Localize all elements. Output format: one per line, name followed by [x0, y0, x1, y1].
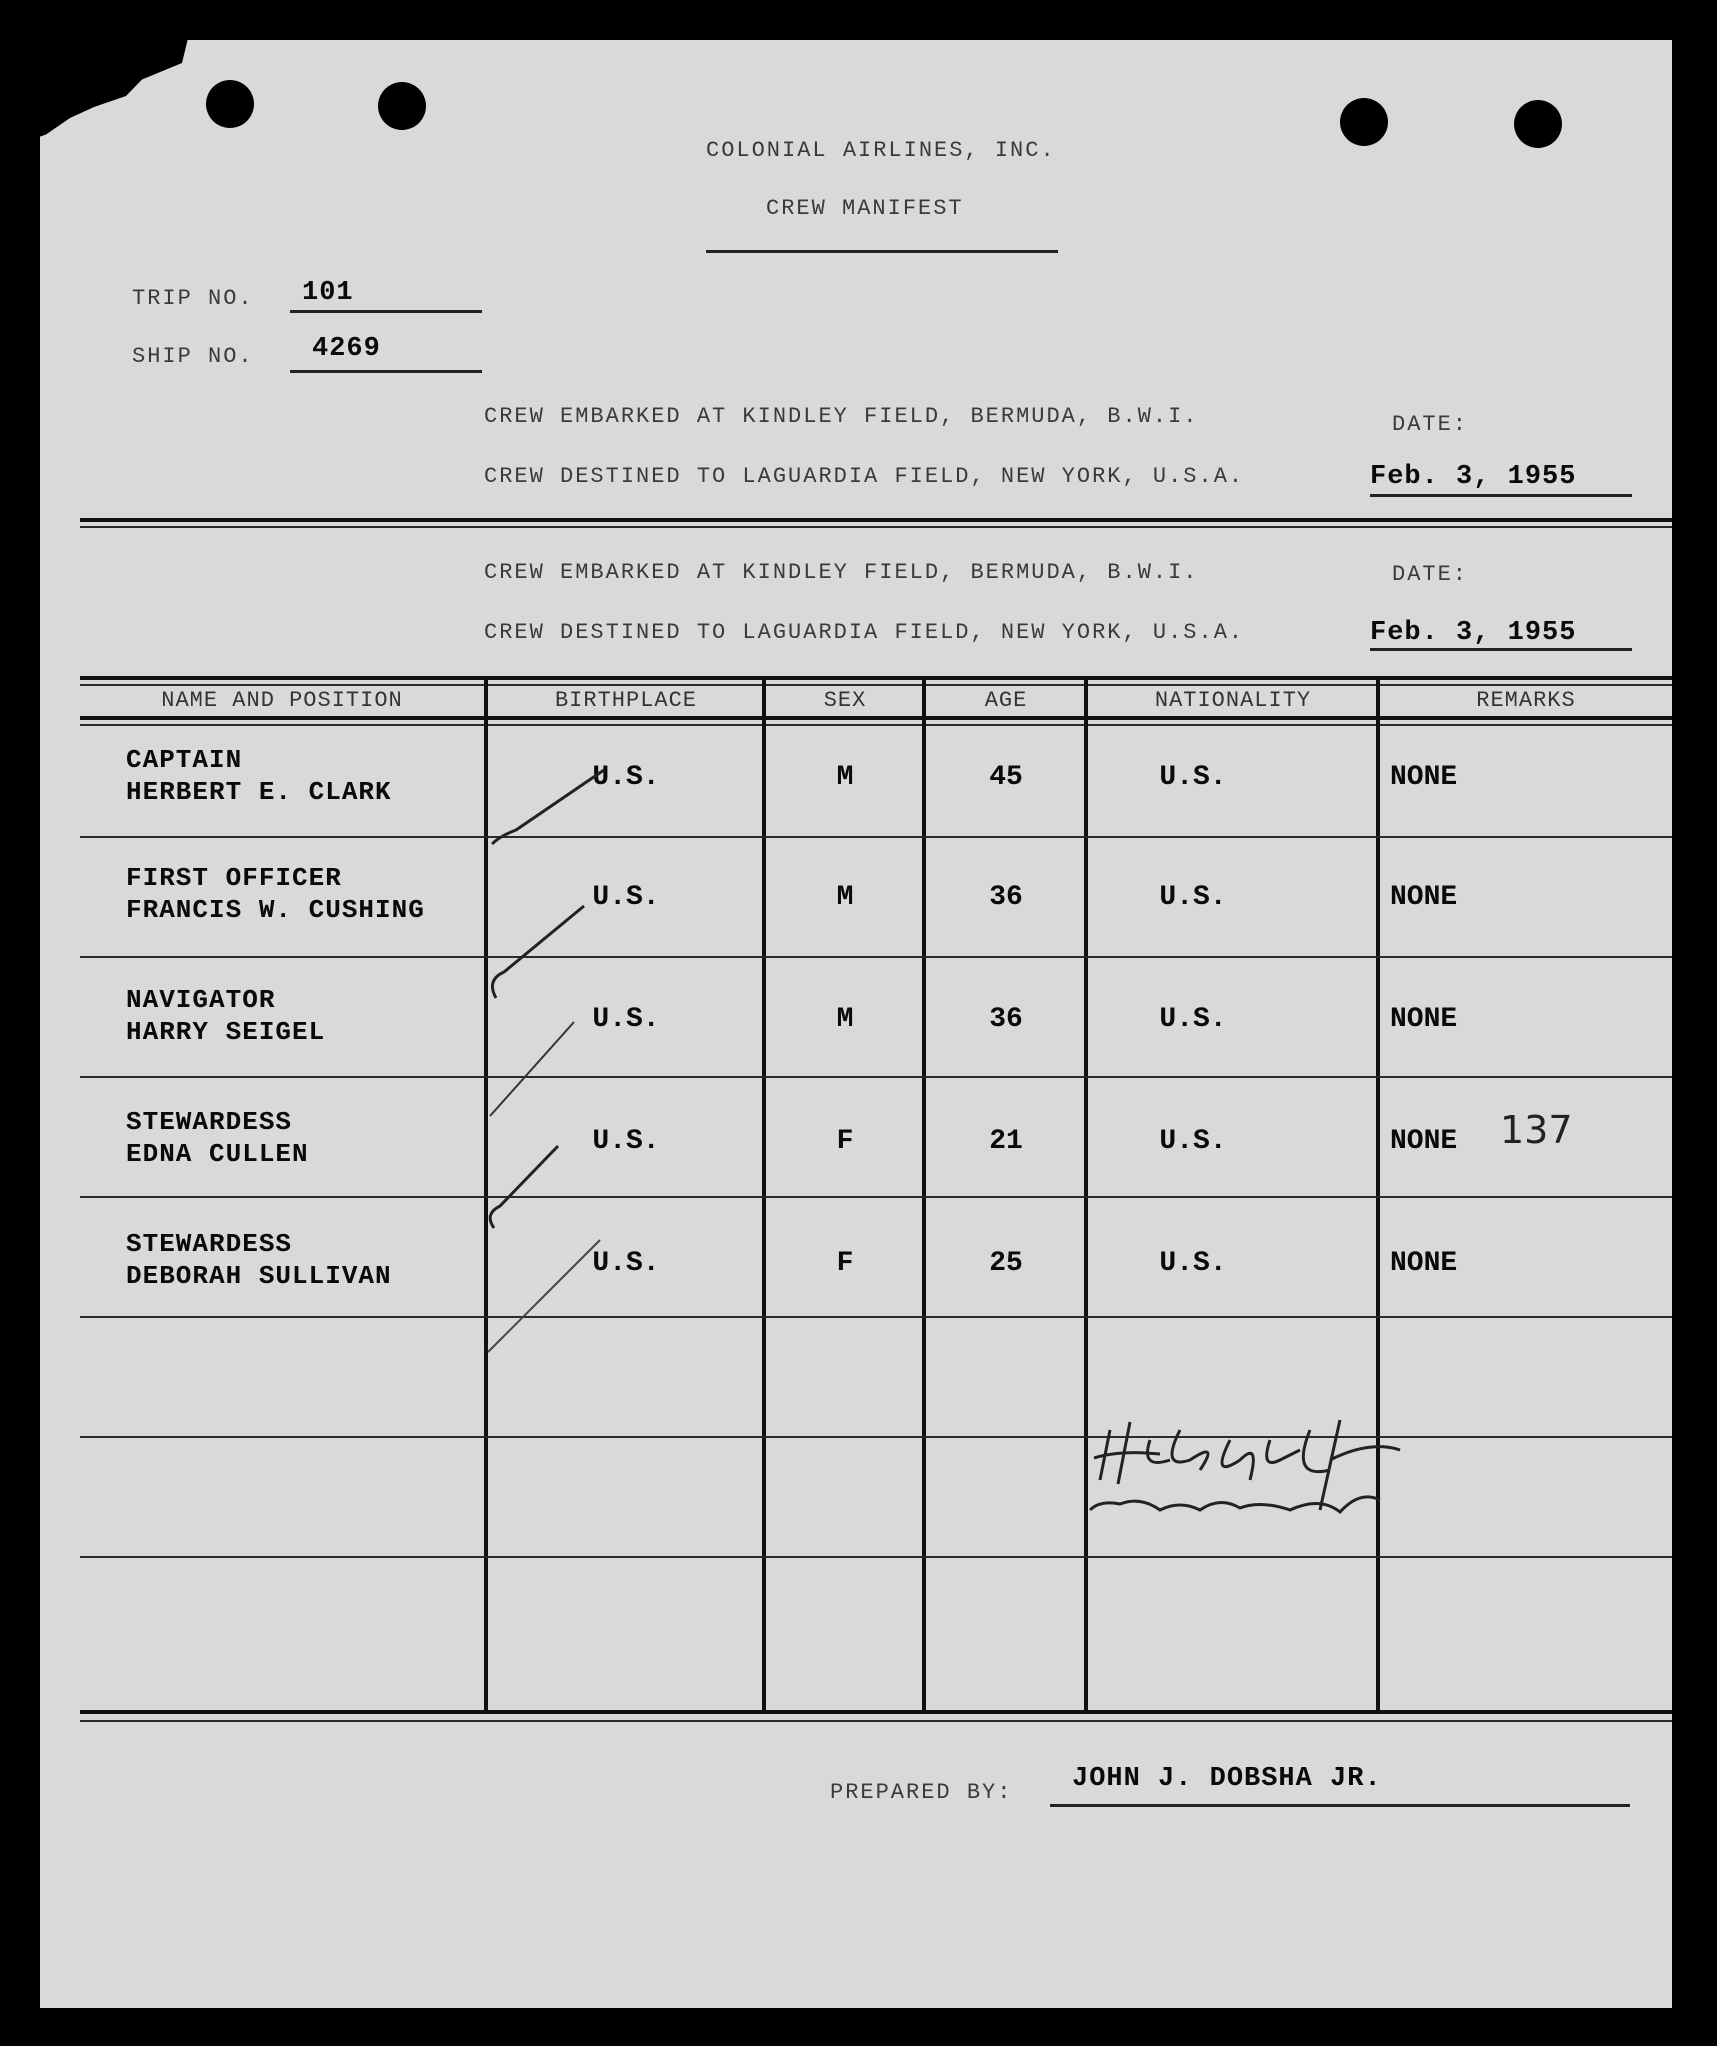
punch-hole: [378, 82, 426, 130]
crew-position: NAVIGATOR: [126, 985, 276, 1015]
signature: [1080, 1400, 1520, 1560]
age-cell: 25: [989, 1248, 1023, 1279]
crew-name: FRANCIS W. CUSHING: [126, 895, 425, 925]
trip-label: TRIP NO.: [132, 286, 254, 311]
date-underline: [1370, 494, 1632, 497]
row-divider: [80, 1196, 1672, 1198]
nationality-cell: U.S.: [1159, 1248, 1227, 1279]
company-name: COLONIAL AIRLINES, INC.: [706, 138, 1056, 163]
nationality-cell: U.S.: [1159, 1126, 1227, 1157]
table-row: [126, 1106, 309, 1170]
section-divider: [80, 526, 1672, 528]
table-top-border: [80, 676, 1672, 680]
punch-hole: [1514, 100, 1562, 148]
remarks-cell: NONE: [1390, 882, 1458, 913]
date-label: DATE:: [1392, 412, 1469, 437]
crew-name: HERBERT E. CLARK: [126, 777, 392, 807]
prepared-by-label: PREPARED BY:: [830, 1780, 1013, 1805]
sex-cell: M: [836, 1004, 854, 1035]
nationality-cell: U.S.: [1159, 882, 1227, 913]
embarked-line: CREW EMBARKED AT KINDLEY FIELD, BERMUDA, B.W.I.: [484, 560, 1199, 585]
check-marks: [486, 740, 686, 1160]
age-cell: 21: [989, 1126, 1023, 1157]
age-cell: 45: [989, 762, 1023, 793]
check-mark-icon: [488, 1240, 600, 1352]
column-header-remarks: REMARKS: [1476, 688, 1576, 713]
nationality-cell: U.S.: [1159, 1004, 1227, 1035]
row-divider: [80, 1316, 1672, 1318]
crew-position: CAPTAIN: [126, 745, 243, 775]
table-row: [126, 1228, 392, 1292]
check-mark-icon: [492, 906, 584, 998]
check-mark-icon: [492, 770, 604, 844]
prepared-by-underline: [1050, 1804, 1630, 1807]
title-underline: [706, 250, 1058, 253]
column-header-age: AGE: [984, 688, 1028, 713]
remarks-cell: NONE: [1390, 762, 1458, 793]
crew-name: DEBORAH SULLIVAN: [126, 1261, 392, 1291]
check-mark-icon: [490, 1022, 574, 1116]
sex-cell: F: [836, 1248, 854, 1279]
check-marks: [486, 1140, 686, 1370]
date-value: Feb. 3, 1955: [1370, 618, 1577, 648]
torn-corner: [40, 40, 190, 140]
prepared-by-name: JOHN J. DOBSHA JR.: [1072, 1764, 1382, 1794]
section-divider: [80, 518, 1672, 522]
nationality-cell: U.S.: [1159, 762, 1227, 793]
sex-cell: F: [836, 1126, 854, 1157]
row-divider: [80, 1076, 1672, 1078]
remarks-cell: NONE: [1390, 1126, 1458, 1157]
document-title: CREW MANIFEST: [766, 196, 964, 221]
sex-cell: M: [836, 762, 854, 793]
check-mark-icon: [490, 1146, 558, 1228]
column-header-sex: SEX: [823, 688, 867, 713]
date-value: Feb. 3, 1955: [1370, 462, 1577, 492]
crew-position: STEWARDESS: [126, 1229, 293, 1259]
destined-line: CREW DESTINED TO LAGUARDIA FIELD, NEW YORK, U.S.A.: [484, 464, 1245, 489]
ship-underline: [290, 370, 482, 373]
handwritten-note: 137: [1500, 1108, 1573, 1152]
column-header-nationality: NATIONALITY: [1154, 688, 1312, 713]
punch-hole: [206, 80, 254, 128]
table-bottom-border: [80, 1710, 1672, 1714]
remarks-cell: NONE: [1390, 1004, 1458, 1035]
trip-underline: [290, 310, 482, 313]
age-cell: 36: [989, 882, 1023, 913]
table-row: [126, 862, 425, 926]
row-divider: [80, 956, 1672, 958]
date-underline: [1370, 648, 1632, 651]
age-cell: 36: [989, 1004, 1023, 1035]
table-row: [126, 744, 392, 808]
table-bottom-border: [80, 1720, 1672, 1722]
table-row: [126, 984, 325, 1048]
manifest-page: [40, 40, 1672, 2008]
header-bottom-border: [80, 724, 1672, 726]
table-top-border: [80, 684, 1672, 686]
birthplace-cell: U.S.: [592, 882, 660, 913]
birthplace-cell: U.S.: [592, 762, 660, 793]
destined-line: CREW DESTINED TO LAGUARDIA FIELD, NEW YORK, U.S.A.: [484, 620, 1245, 645]
birthplace-cell: U.S.: [592, 1248, 660, 1279]
birthplace-cell: U.S.: [592, 1004, 660, 1035]
crew-name: HARRY SEIGEL: [126, 1017, 326, 1047]
trip-number: 101: [302, 278, 354, 308]
date-label: DATE:: [1392, 562, 1469, 587]
punch-hole: [1340, 98, 1388, 146]
ship-label: SHIP NO.: [132, 344, 254, 369]
birthplace-cell: U.S.: [592, 1126, 660, 1157]
crew-name: EDNA CULLEN: [126, 1139, 309, 1169]
sex-cell: M: [836, 882, 854, 913]
remarks-cell: NONE: [1390, 1248, 1458, 1279]
column-header-name: NAME AND POSITION: [161, 688, 403, 713]
header-bottom-border: [80, 716, 1672, 720]
embarked-line: CREW EMBARKED AT KINDLEY FIELD, BERMUDA, B.W.I.: [484, 404, 1199, 429]
ship-number: 4269: [312, 334, 381, 364]
column-header-birthplace: BIRTHPLACE: [554, 688, 698, 713]
row-divider: [80, 836, 1672, 838]
crew-position: FIRST OFFICER: [126, 863, 342, 893]
crew-position: STEWARDESS: [126, 1107, 293, 1137]
